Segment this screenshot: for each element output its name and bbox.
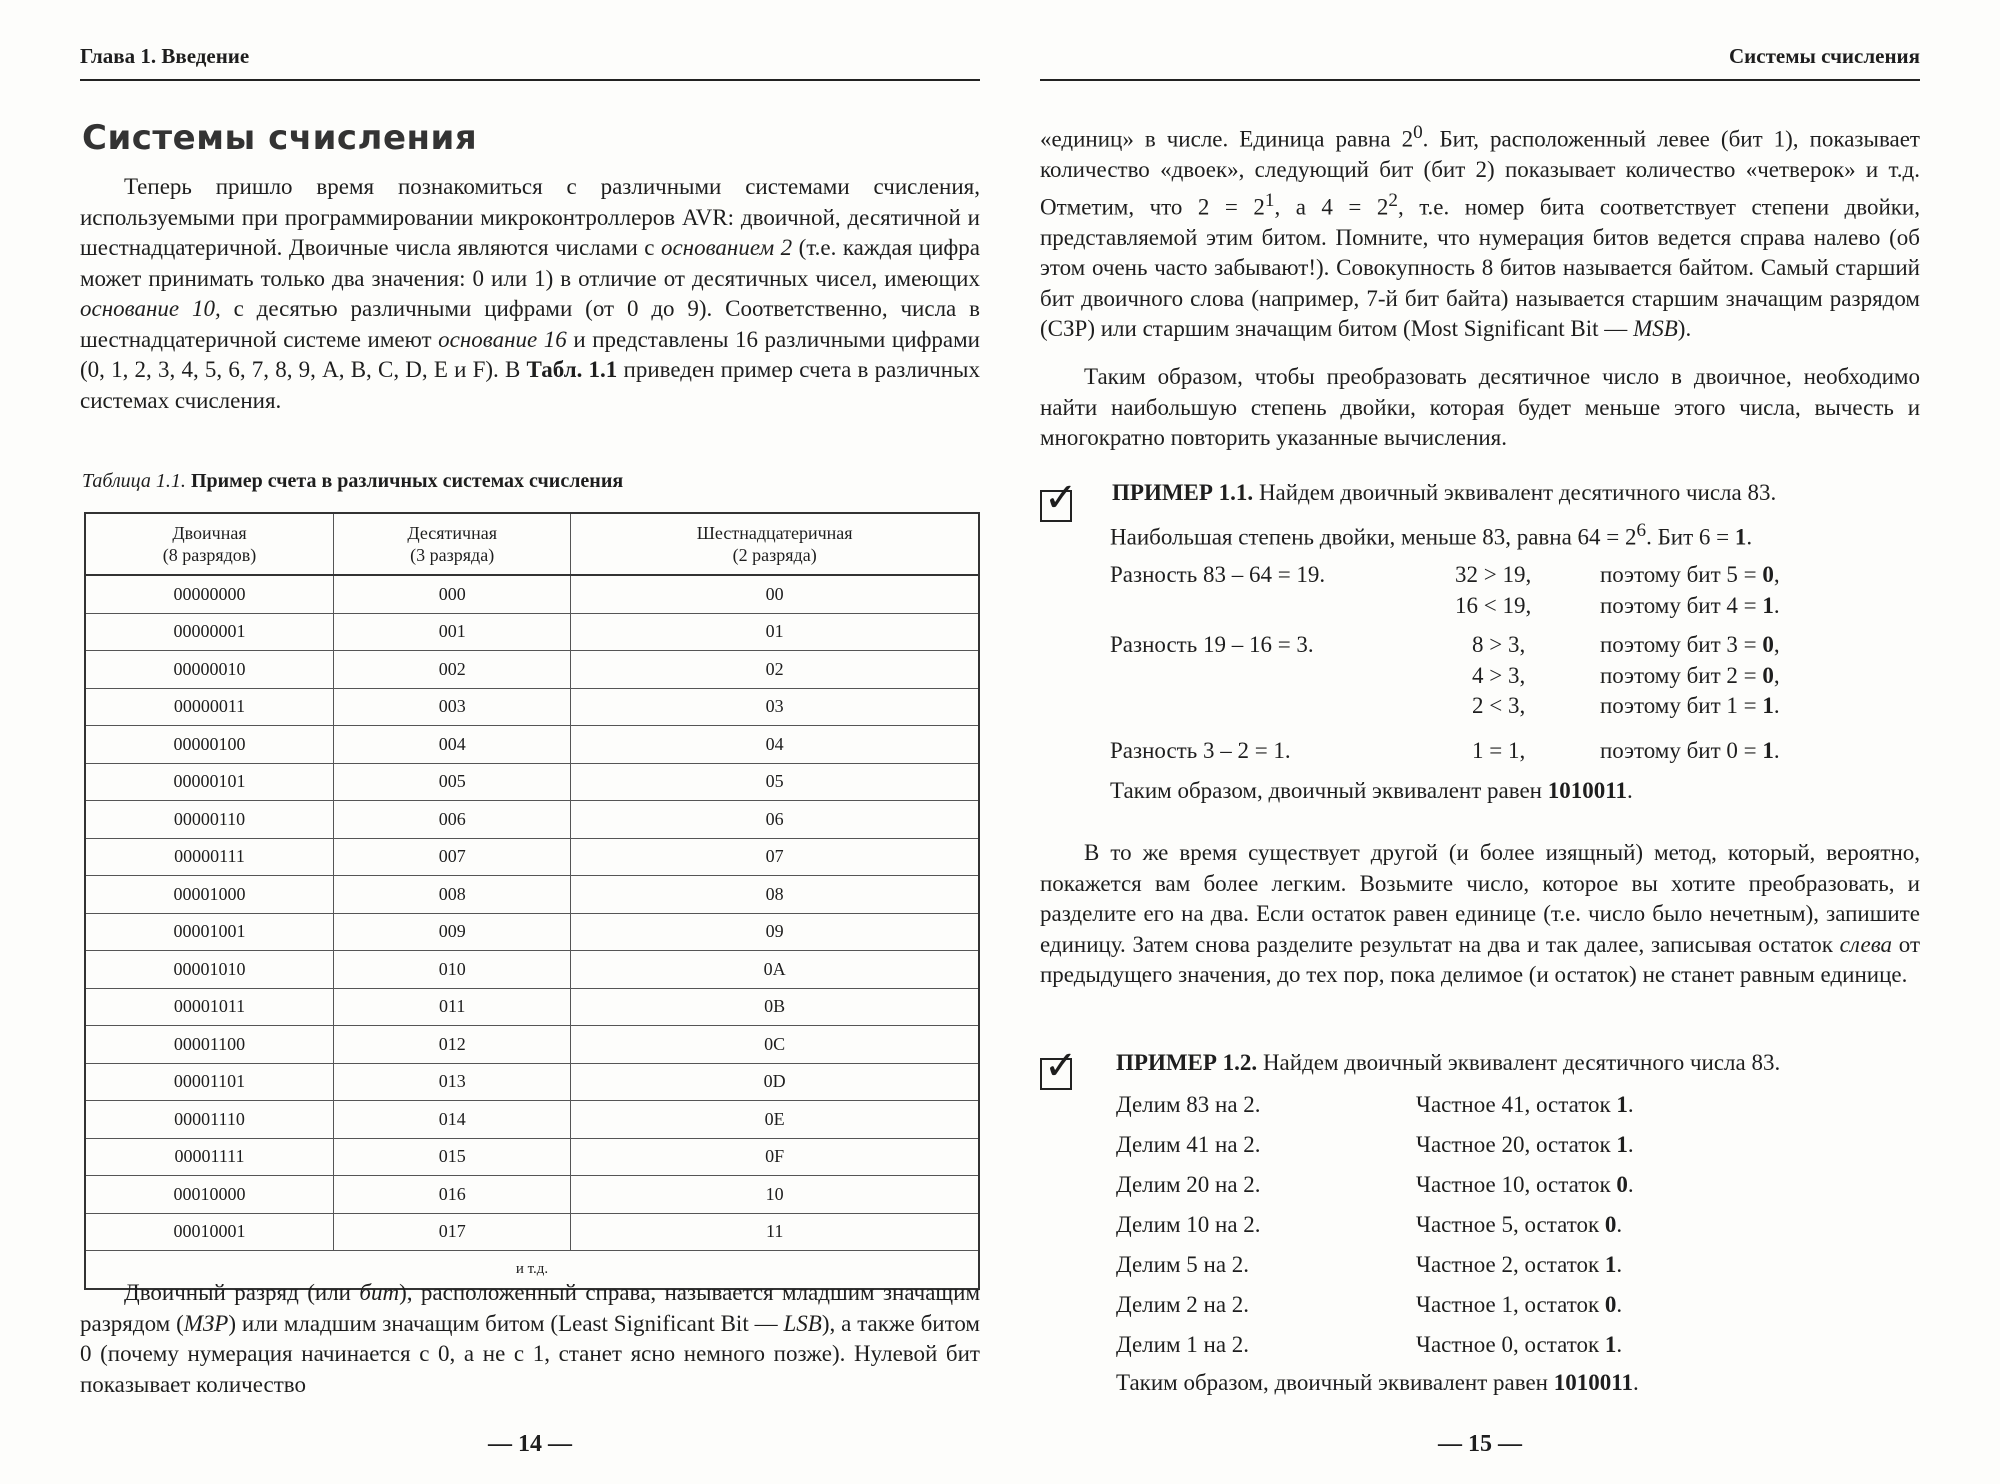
quotient-remainder: Частное 0, остаток 1.: [1416, 1332, 1623, 1357]
table-row: 00001011 011 0B: [85, 988, 979, 1026]
division-step: Делим 5 на 2.: [1116, 1252, 1250, 1277]
difference-line: Разность 83 – 64 = 19.: [1110, 562, 1326, 587]
intro-paragraph: Теперь пришло время познакомиться с различными системами счисления, используемыми при программировании микроконтроллеров AVR: двоичной, десятичной и шестнадцатеричной. Двоичные числа являются числами с основанием 2 (т.е. каждая цифра может принимать только два значения: 0 или 1) в отличие от десятичных чисел, имеющих основание 10, с десятью различными цифрами (от 0 до 9). Соответственно, числа в шестнадцатеричной системе имеют основание 16 и представлены 16 различными цифрами (0, 1, 2, 3, 4, 5, 6, 7, 8, 9, A, B, C, D, E и F). В Табл. 1.1 приведен пример счета в различных системах счисления.: [80, 174, 981, 413]
table-row: 00000000 000 00: [85, 575, 979, 613]
comparison: 1 = 1,: [1472, 738, 1526, 763]
table-row: 00000111 007 07: [85, 838, 979, 876]
example-1-heading: ПРИМЕР 1.1. Найдем двоичный эквивалент десятичного числа 83.: [1112, 480, 1777, 505]
bit-result: поэтому бит 5 = 0,: [1600, 562, 1780, 587]
table-row: 00001111 015 0F: [85, 1138, 979, 1176]
bit-result: поэтому бит 4 = 1.: [1600, 593, 1780, 618]
quotient-remainder: Частное 2, остаток 1.: [1416, 1252, 1623, 1277]
division-step: Делим 20 на 2.: [1116, 1172, 1261, 1197]
conversion-paragraph: Таким образом, чтобы преобразовать десятичное число в двоичное, необходимо найти наибольшую степень двойки, которая будет меньше этого числа, вычесть и многократно повторить указанные вычисления.: [1040, 364, 1920, 450]
header-hex: Шестнадцатеричная (2 разряда): [571, 513, 979, 575]
table-row: 00010000 016 10: [85, 1176, 979, 1214]
header-decimal: Десятичная (3 разряда): [334, 513, 571, 575]
checkbox-icon: [1040, 475, 1078, 522]
table-row: 00001001 009 09: [85, 913, 979, 951]
division-step: Делим 1 на 2.: [1116, 1332, 1250, 1357]
section-title: Системы счисления: [82, 118, 478, 158]
example-2-conclusion: Таким образом, двоичный эквивалент равен 1010011.: [1116, 1370, 1639, 1395]
table-row: 00000110 006 06: [85, 801, 979, 839]
division-step: Делим 83 на 2.: [1116, 1092, 1261, 1117]
table-row: 00001110 014 0E: [85, 1101, 979, 1139]
checkbox-icon: [1040, 1043, 1078, 1090]
table-row: 00001101 013 0D: [85, 1063, 979, 1101]
continuation-paragraph: «единиц» в числе. Единица равна $2^0$. Бит, расположенный левее (бит 1), показывает количество «двоек», следующий бит (бит 2) показывает количество «четверок» и т.д. Отметим, что $2 = 2^1$, а $4 = 2^2$, т.е. номер бита соответствует степени двойки, представляемой этим битом. Помните, что нумерация битов ведется справа налево (об этом очень часто забывают!). Совокупность 8 битов называется байтом. Самый старший бит двоичного слова (например, 7-й бит байта) называется старшим значащим разрядом (СЗР) или старшим значащим битом (Most Significant Bit — MSB).: [1040, 122, 1920, 342]
table-row: 00010001 017 11: [85, 1213, 979, 1251]
checkmark-icon: ✓: [1044, 475, 1078, 521]
quotient-remainder: Частное 5, остаток 0.: [1416, 1212, 1623, 1237]
example-2-heading: ПРИМЕР 1.2. Найдем двоичный эквивалент десятичного числа 83.: [1116, 1050, 1781, 1075]
quotient-remainder: Частное 1, остаток 0.: [1416, 1292, 1623, 1317]
division-step: Делим 2 на 2.: [1116, 1292, 1250, 1317]
table-row: 00000101 005 05: [85, 763, 979, 801]
checkmark-icon: ✓: [1044, 1043, 1078, 1089]
comparison: 2 < 3,: [1472, 693, 1526, 718]
table-footer-row: и т.д.: [515, 1260, 549, 1277]
bit-result: поэтому бит 2 = 0,: [1600, 663, 1780, 688]
page-number-right: — 15 —: [1438, 1431, 1522, 1457]
page-number-left: — 14 —: [488, 1431, 572, 1457]
division-step: Делим 41 на 2.: [1116, 1132, 1261, 1157]
comparison: 4 > 3,: [1472, 663, 1526, 688]
difference-line: Разность 3 – 2 = 1.: [1110, 738, 1291, 763]
comparison: 32 > 19,: [1455, 562, 1532, 587]
right-page: [1040, 0, 1920, 1484]
bit-result: поэтому бит 0 = 1.: [1600, 738, 1780, 763]
quotient-remainder: Частное 41, остаток 1.: [1416, 1092, 1634, 1117]
table-row: 00000100 004 04: [85, 726, 979, 764]
quotient-remainder: Частное 20, остаток 1.: [1416, 1132, 1634, 1157]
header-binary: Двоичная (8 разрядов): [85, 513, 334, 575]
table-row: 00001100 012 0C: [85, 1026, 979, 1064]
example-1-power-line: Наибольшая степень двойки, меньше 83, равна $64 = 2^6$. Бит 6 = 1.: [1110, 520, 1753, 550]
difference-line: Разность 19 – 16 = 3.: [1110, 632, 1314, 657]
comparison: 8 > 3,: [1472, 632, 1526, 657]
table-row: 00000010 002 02: [85, 651, 979, 689]
table-row: 00001010 010 0A: [85, 951, 979, 989]
table-row: 00000001 001 01: [85, 613, 979, 651]
bit-result: поэтому бит 3 = 0,: [1600, 632, 1780, 657]
table-row: 00001000 008 08: [85, 876, 979, 914]
example-1-conclusion: Таким образом, двоичный эквивалент равен 1010011.: [1110, 778, 1633, 803]
table-row: 00000011 003 03: [85, 688, 979, 726]
division-step: Делим 10 на 2.: [1116, 1212, 1261, 1237]
table-caption: Таблица 1.1. Пример счета в различных системах счисления: [82, 470, 624, 492]
counting-table: [84, 512, 980, 1290]
bit-result: поэтому бит 1 = 1.: [1600, 693, 1780, 718]
bit-paragraph: Двоичный разряд (или бит), расположенный справа, называется младшим значащим разрядом (МЗР) или младшим значащим битом (Least Significant Bit — LSB), а также битом 0 (почему нумерация начинается с 0, а не с 1, станет ясно немного позже). Нулевой бит показывает количество: [80, 1280, 980, 1397]
quotient-remainder: Частное 10, остаток 0.: [1416, 1172, 1634, 1197]
left-running-header: Глава 1. Введение: [80, 44, 980, 81]
method-paragraph: В то же время существует другой (и более изящный) метод, который, вероятно, покажется вам более легким. Возьмите число, которое вы хотите преобразовать, и разделите его на два. Если остаток равен единице (т.е. число было нечетным), запишите единицу. Затем снова разделите результат на два и так далее, записывая остаток слева от предыдущего значения, до тех пор, пока делимое (и остаток) не станет равным единице.: [1040, 840, 1920, 987]
left-page: [80, 0, 980, 1484]
right-running-header: Системы счисления: [1040, 44, 1920, 81]
comparison: 16 < 19,: [1455, 593, 1532, 618]
